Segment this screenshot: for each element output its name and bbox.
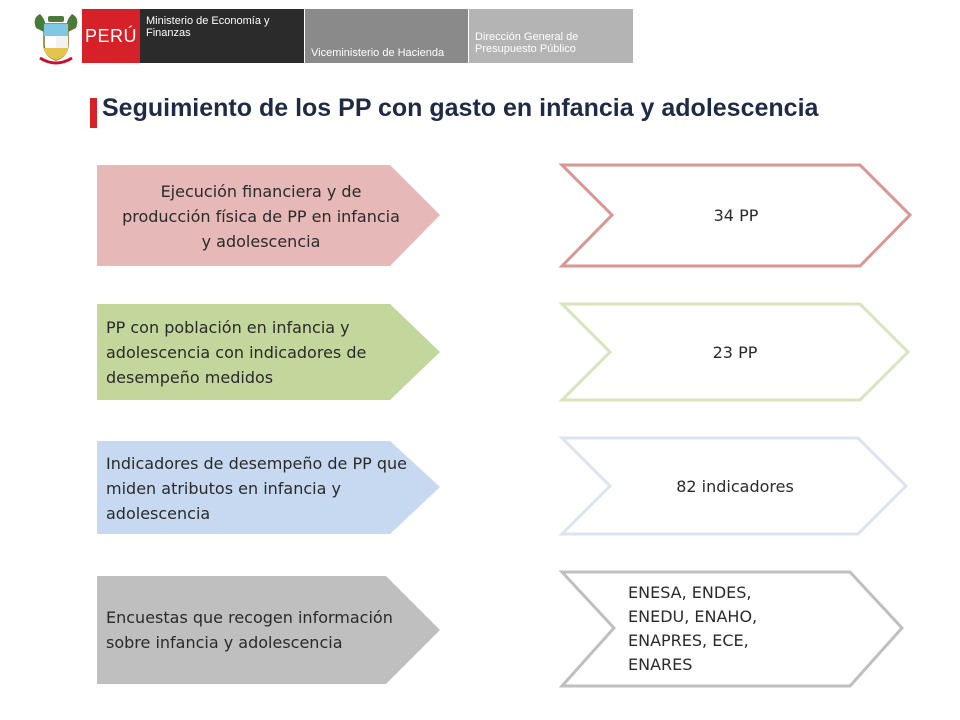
peru-label: PERÚ xyxy=(82,9,140,63)
row4-right-text: ENESA, ENDES, ENEDU, ENAHO, ENAPRES, ECE, ENARES xyxy=(628,583,758,674)
viceministry-label: Viceministerio de Hacienda xyxy=(305,9,468,63)
ministry-label: Ministerio de Economía y Finanzas xyxy=(140,9,304,63)
page-title: Seguimiento de los PP con gasto en infancia y adolescencia xyxy=(102,94,819,122)
row3-left-text: Indicadores de desempeño de PP que miden atributos en infancia y adolescencia xyxy=(106,453,407,523)
row3-right-text: 82 indicadores xyxy=(676,476,794,496)
row2-left-text: PP con población en infancia y adolescencia con indicadores de desempeño medidos xyxy=(106,317,367,387)
row1-right-text: 34 PP xyxy=(713,206,759,225)
row2-right-text: 23 PP xyxy=(712,342,758,362)
direction-label: Dirección General de Presupuesto Público xyxy=(469,9,633,63)
row1-left-text: Ejecución financiera y de producción física de PP en infancia y adolescencia xyxy=(122,181,400,251)
row4-left-text: Encuestas que recogen información sobre infancia y adolescencia xyxy=(106,608,393,652)
